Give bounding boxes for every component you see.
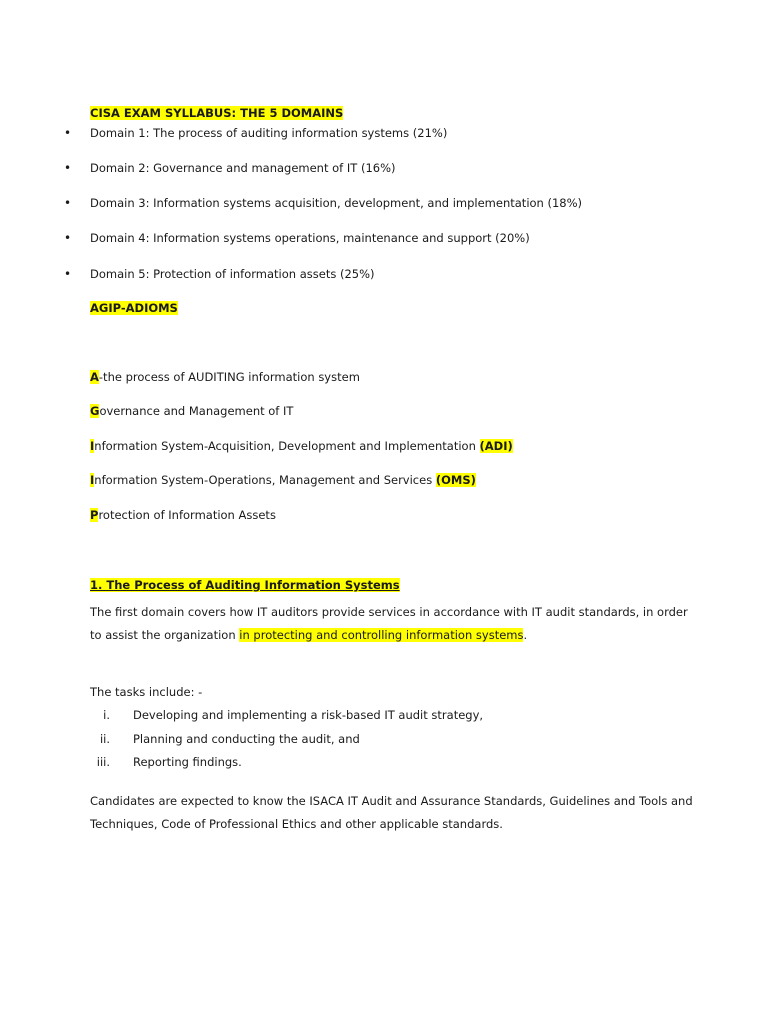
mnemonic-line-1 bbox=[90, 370, 360, 384]
mnemonic-text: overnance and Management of IT bbox=[99, 404, 294, 418]
section-heading-text: 1. The Process of Auditing Information Systems bbox=[90, 578, 400, 592]
closing-line-2: Techniques, Code of Professional Ethics and other applicable standards. bbox=[90, 817, 503, 831]
task-number: iii. bbox=[96, 755, 110, 769]
section-heading bbox=[90, 578, 400, 592]
mnemonic-letter: I bbox=[90, 473, 95, 487]
mnemonic-tag: (OMS) bbox=[435, 473, 476, 487]
mnemonic-letter: G bbox=[90, 404, 100, 418]
domain-item-3 bbox=[64, 196, 582, 210]
mnemonic-line-4 bbox=[90, 473, 476, 487]
section-intro-line-2 bbox=[90, 628, 527, 642]
task-text: Developing and implementing a risk-based IT audit strategy, bbox=[133, 708, 484, 722]
domain-item-5 bbox=[64, 267, 375, 281]
domain-item-2 bbox=[64, 161, 396, 175]
section-intro-line-1: The first domain covers how IT auditors provide services in accordance with IT audit standards, in order bbox=[90, 605, 688, 619]
domain-text: Domain 2: Governance and management of IT (16%) bbox=[90, 161, 396, 175]
mnemonic-line-3 bbox=[90, 439, 513, 453]
mnemonic-letter: P bbox=[90, 508, 99, 522]
mnemonic-letter: I bbox=[90, 439, 95, 453]
domain-text: Domain 3: Information systems acquisition, development, and implementation (18%) bbox=[90, 196, 583, 210]
domain-item-4 bbox=[64, 231, 530, 245]
intro-text-end: . bbox=[523, 628, 528, 642]
task-number: i. bbox=[103, 708, 110, 722]
bullet-icon: • bbox=[64, 196, 72, 210]
mnemonic-text: nformation System-Operations, Management and Services bbox=[94, 473, 436, 487]
task-text: Reporting findings. bbox=[133, 755, 242, 769]
intro-highlight: in protecting and controlling information systems bbox=[239, 628, 524, 642]
mnemonic-text: -the process of AUDITING information system bbox=[98, 370, 360, 384]
page-title-text: CISA EXAM SYLLABUS: THE 5 DOMAINS bbox=[90, 106, 344, 120]
bullet-icon: • bbox=[64, 267, 72, 281]
closing-line-1: Candidates are expected to know the ISACA IT Audit and Assurance Standards, Guidelines and Tools and bbox=[90, 794, 693, 808]
mnemonic-title bbox=[90, 301, 178, 315]
mnemonic-tag: (ADI) bbox=[479, 439, 513, 453]
intro-text: to assist the organization bbox=[90, 628, 240, 642]
mnemonic-title-text: AGIP-ADIOMS bbox=[90, 301, 178, 315]
bullet-icon: • bbox=[64, 161, 72, 175]
domain-text: Domain 5: Protection of information assets (25%) bbox=[90, 267, 375, 281]
domain-item-1 bbox=[64, 126, 447, 140]
mnemonic-line-5 bbox=[90, 508, 276, 522]
mnemonic-text: nformation System-Acquisition, Development and Implementation bbox=[94, 439, 480, 453]
mnemonic-line-2 bbox=[90, 404, 293, 418]
bullet-icon: • bbox=[64, 231, 72, 245]
tasks-intro: The tasks include: - bbox=[90, 685, 203, 699]
task-number: ii. bbox=[99, 732, 110, 746]
domain-text: Domain 1: The process of auditing information systems (21%) bbox=[90, 126, 448, 140]
page-title bbox=[90, 106, 343, 120]
task-text: Planning and conducting the audit, and bbox=[133, 732, 360, 746]
bullet-icon: • bbox=[64, 126, 72, 140]
mnemonic-text: rotection of Information Assets bbox=[98, 508, 276, 522]
domain-text: Domain 4: Information systems operations, maintenance and support (20%) bbox=[90, 231, 530, 245]
mnemonic-letter: A bbox=[90, 370, 99, 384]
